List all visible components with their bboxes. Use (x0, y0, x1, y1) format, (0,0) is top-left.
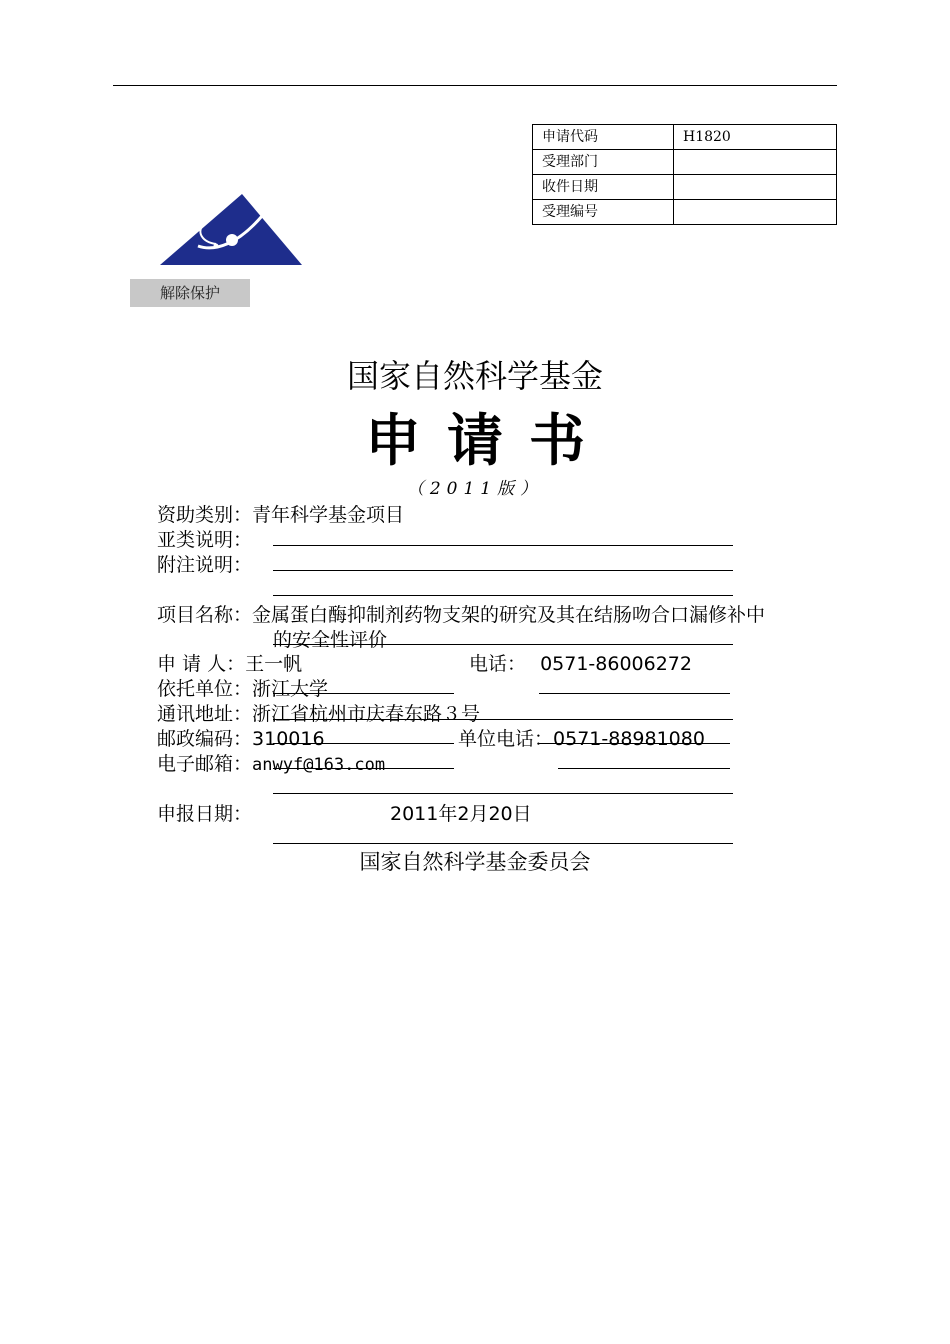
header-rule (113, 85, 837, 86)
page-title: 国家自然科学基金 (346, 357, 603, 395)
receive-date-value (674, 175, 837, 200)
table-row (533, 175, 837, 200)
table-row (533, 150, 837, 175)
address-underline (273, 719, 733, 720)
edition-label: （2011版） (406, 479, 544, 499)
receive-date-key: 收件日期 (533, 175, 674, 200)
nsfc-logo-icon (160, 194, 302, 266)
subclass-row (157, 528, 252, 552)
code-table (532, 124, 837, 225)
unprotect-button[interactable]: 解除保护 (130, 279, 250, 307)
subclass-underline (273, 545, 733, 546)
email-underline-3 (273, 793, 733, 794)
postcode-value: 310016 (252, 728, 325, 750)
unit-phone-value: 0571-88981080 (553, 728, 705, 750)
unit-phone-field (458, 727, 705, 751)
unit-phone-label: 单位电话： (458, 728, 554, 750)
applicant-value: 王一帆 (245, 653, 303, 675)
unit-phone-underline (539, 743, 730, 744)
email-label: 电子邮箱： (157, 753, 253, 775)
code-value: H1820 (674, 125, 837, 150)
project-name-underline (273, 644, 733, 645)
applicant-label: 申 请 人： (157, 653, 246, 675)
note-underline-2 (273, 595, 733, 596)
note-underline (273, 570, 733, 571)
applicant-row (157, 652, 302, 676)
accept-number-value (674, 200, 837, 225)
funding-type-row (157, 503, 404, 527)
footer-org: 国家自然科学基金委员会 (359, 850, 591, 874)
institution-value: 浙江大学 (252, 678, 329, 700)
date-underline (273, 843, 733, 844)
institution-underline (273, 693, 454, 694)
code-key: 申请代码 (533, 125, 674, 150)
phone-value: 0571-86006272 (540, 653, 692, 675)
note-label: 附注说明： (157, 554, 253, 576)
subclass-label: 亚类说明： (157, 529, 253, 551)
date-label: 申报日期： (157, 803, 253, 825)
dept-key: 受理部门 (533, 150, 674, 175)
project-name-value-1: 金属蛋白酶抑制剂药物支架的研究及其在结肠吻合口漏修补中 (252, 604, 766, 626)
institution-label: 依托单位： (157, 678, 253, 700)
email-underline-2 (558, 768, 730, 769)
email-row (157, 752, 385, 777)
postcode-row (157, 727, 325, 751)
date-row (157, 802, 252, 826)
project-name-row (157, 603, 765, 627)
address-label: 通讯地址： (157, 703, 253, 725)
postcode-underline (273, 743, 454, 744)
email-value: anwyf@163.com (252, 755, 386, 775)
table-row (533, 125, 837, 150)
date-value: 2011年2月20日 (390, 803, 532, 825)
email-underline (273, 768, 454, 769)
page-subtitle: 申请书 (365, 408, 611, 474)
funding-type-value: 青年科学基金项目 (252, 504, 405, 526)
project-name-value-2: 的安全性评价 (273, 629, 388, 651)
address-value: 浙江省杭州市庆春东路３号 (252, 703, 481, 725)
postcode-label: 邮政编码： (157, 728, 253, 750)
address-row (157, 702, 480, 726)
project-name-label: 项目名称： (157, 604, 253, 626)
table-row (533, 200, 837, 225)
institution-underline-2 (539, 693, 730, 694)
institution-row (157, 677, 328, 701)
dept-value (674, 150, 837, 175)
accept-number-key: 受理编号 (533, 200, 674, 225)
note-row (157, 553, 252, 577)
phone-field (469, 652, 692, 676)
phone-label: 电话： (469, 653, 527, 675)
funding-type-label: 资助类别： (157, 504, 253, 526)
